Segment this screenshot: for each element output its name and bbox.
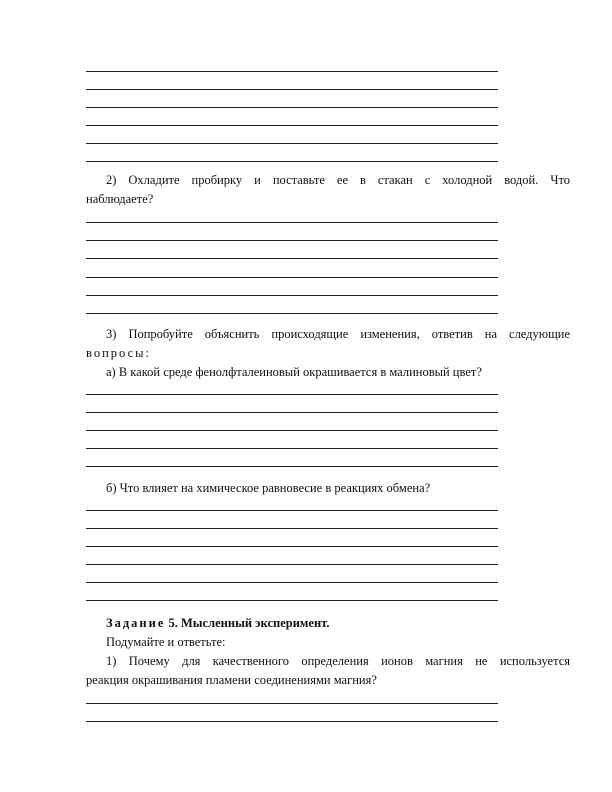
answer-line <box>86 161 498 162</box>
answer-line <box>86 510 498 511</box>
question-2-line1: 2) Охладите пробирку и поставьте ее в стакан с холодной водой. Что <box>106 173 570 187</box>
task-5-label: Задание <box>106 616 166 630</box>
answer-line <box>86 703 498 704</box>
task-5-question-1-line1: 1) Почему для качественного определения ионов магния не используется <box>106 654 570 668</box>
answer-line <box>86 71 498 72</box>
answer-line <box>86 240 498 241</box>
answer-line <box>86 89 498 90</box>
answer-line <box>86 107 498 108</box>
task-5-title: 5. Мысленный эксперимент. <box>168 616 330 630</box>
answer-line <box>86 430 498 431</box>
answer-line <box>86 412 498 413</box>
answer-line <box>86 125 498 126</box>
answer-line <box>86 222 498 223</box>
answer-line <box>86 528 498 529</box>
answer-line <box>86 313 498 314</box>
answer-line <box>86 546 498 547</box>
question-3a: а) В какой среде фенолфталеиновый окрашивается в малиновый цвет? <box>106 365 482 379</box>
answer-line <box>86 466 498 467</box>
answer-line <box>86 721 498 722</box>
answer-line <box>86 448 498 449</box>
answer-line <box>86 258 498 259</box>
task-5-question-1-line2: реакция окрашивания пламени соединениями магния? <box>86 673 377 687</box>
answer-line <box>86 295 498 296</box>
question-3b: б) Что влияет на химическое равновесие в реакциях обмена? <box>106 481 431 495</box>
answer-line <box>86 600 498 601</box>
answer-line <box>86 143 498 144</box>
task-5-heading <box>86 614 570 633</box>
question-2-line2: наблюдаете? <box>86 192 154 206</box>
answer-line <box>86 394 498 395</box>
answer-line <box>86 582 498 583</box>
answer-line <box>86 564 498 565</box>
answer-line <box>86 277 498 278</box>
question-3-line2: вопросы: <box>86 346 151 360</box>
task-5-instruction: Подумайте и ответьте: <box>106 635 226 649</box>
question-3-line1: 3) Попробуйте объяснить происходящие изменения, ответив на следующие <box>106 327 570 341</box>
